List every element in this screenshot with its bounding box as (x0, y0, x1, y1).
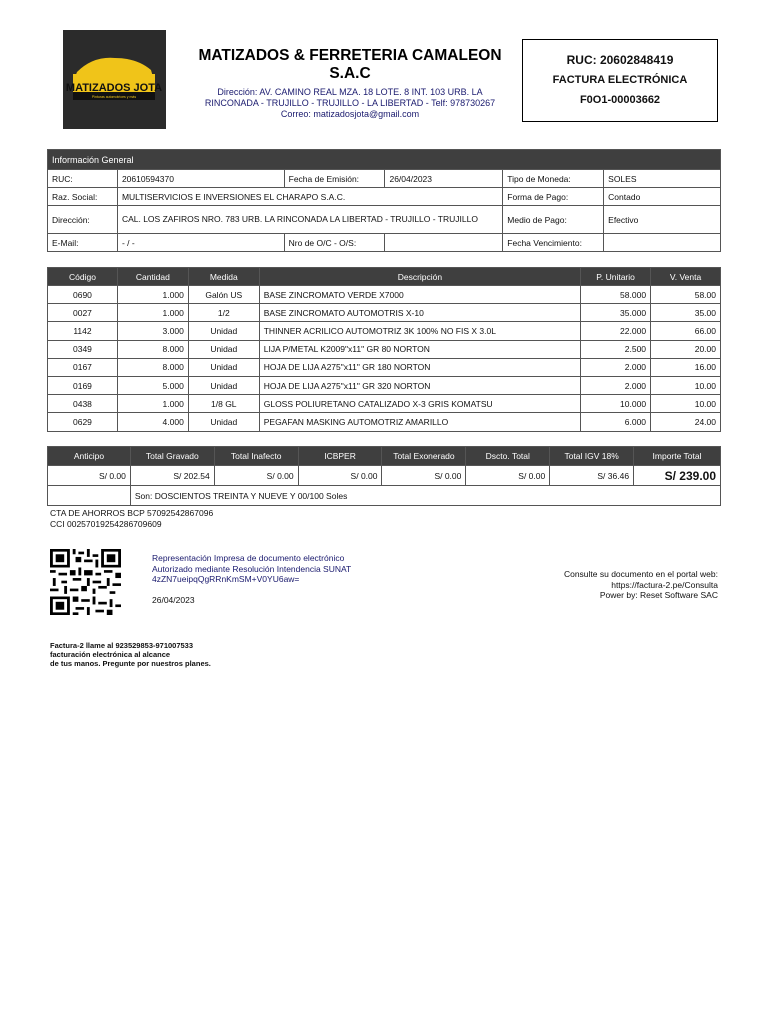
grand-total-header: Importe Total (634, 447, 721, 466)
item-sale-value: 24.00 (651, 413, 721, 431)
item-description: BASE ZINCROMATO AUTOMOTRIS X-10 (259, 304, 580, 322)
advance-value: S/ 0.00 (48, 466, 131, 486)
item-unit: Unidad (188, 340, 259, 358)
representation-date: 26/04/2023 (152, 594, 195, 605)
invoice-id-box (522, 39, 718, 122)
item-sale-value: 58.00 (651, 286, 721, 304)
table-row (48, 376, 721, 394)
amount-words-spacer (48, 486, 131, 506)
purchase-order-label: Nro de O/C - O/S: (284, 234, 385, 252)
company-header (190, 47, 510, 120)
col-header-quantity: Cantidad (117, 268, 188, 286)
item-sale-value: 35.00 (651, 304, 721, 322)
item-code: 0438 (48, 395, 118, 413)
taxed-total-value: S/ 202.54 (130, 466, 214, 486)
totals-table (47, 446, 721, 506)
item-sale-value: 20.00 (651, 340, 721, 358)
payment-method-label: Medio de Pago: (503, 206, 604, 234)
client-email: - / - (117, 234, 284, 252)
item-code: 1142 (48, 322, 118, 340)
item-sale-value: 10.00 (651, 376, 721, 394)
item-quantity: 3.000 (117, 322, 188, 340)
item-unit: Unidad (188, 358, 259, 376)
document-type: FACTURA ELECTRÓNICA (552, 74, 688, 86)
taxed-total-header: Total Gravado (130, 447, 214, 466)
due-date (604, 234, 721, 252)
item-quantity: 8.000 (117, 358, 188, 376)
item-description: HOJA DE LIJA A275"x11" GR 320 NORTON (259, 376, 580, 394)
col-header-unit: Medida (188, 268, 259, 286)
portal-url[interactable]: https://factura-2.pe/Consulta (611, 579, 718, 590)
general-info-table (47, 149, 721, 252)
item-sale-value: 16.00 (651, 358, 721, 376)
item-sale-value: 10.00 (651, 395, 721, 413)
igv-total-header: Total IGV 18% (550, 447, 634, 466)
company-name: MATIZADOS & FERRETERIA CAMALEON (198, 47, 502, 64)
col-header-code: Código (48, 268, 118, 286)
advert-line-1: Factura-2 llame al 923529853-971007533 (50, 641, 194, 650)
company-address: Dirección: AV. CAMINO REAL MZA. 18 LOTE. 8 INT. 103 URB. LA RINCONADA - TRUJILLO - TRUJILLO - LA LIBERTAD - Telf: 978730267 (204, 87, 496, 108)
item-unit-price: 2.000 (581, 358, 651, 376)
icbper-header: ICBPER (298, 447, 382, 466)
item-quantity: 1.000 (117, 304, 188, 322)
icbper-value: S/ 0.00 (298, 466, 382, 486)
client-ruc: 20610594370 (117, 170, 284, 188)
item-unit-price: 35.000 (581, 304, 651, 322)
amount-in-words: Son: DOSCIENTOS TREINTA Y NUEVE Y 00/100 Soles (130, 486, 720, 506)
item-code: 0027 (48, 304, 118, 322)
item-description: GLOSS POLIURETANO CATALIZADO X-3 GRIS KOMATSU (259, 395, 580, 413)
provider-advert (50, 641, 211, 668)
business-name-label: Raz. Social: (48, 188, 118, 206)
business-name: MULTISERVICIOS E INVERSIONES EL CHARAPO S.A.C. (117, 188, 502, 206)
authorization-line: Autorizado mediante Resolución Intendencia SUNAT (152, 563, 352, 574)
item-unit: Unidad (188, 322, 259, 340)
item-unit-price: 22.000 (581, 322, 651, 340)
powered-by: Power by: Reset Software SAC (599, 590, 718, 600)
ruc-label: RUC: (48, 170, 118, 188)
item-unit: 1/8 GL (188, 395, 259, 413)
table-row (48, 340, 721, 358)
item-quantity: 1.000 (117, 286, 188, 304)
issue-date: 26/04/2023 (385, 170, 503, 188)
grand-total-value: S/ 239.00 (634, 466, 721, 486)
qr-code (50, 549, 121, 615)
item-unit-price: 10.000 (581, 395, 651, 413)
item-unit-price: 2.000 (581, 376, 651, 394)
item-unit-price: 6.000 (581, 413, 651, 431)
col-header-sale-value: V. Venta (651, 268, 721, 286)
company-logo (63, 30, 166, 129)
company-name-suffix: S.A.C (329, 65, 371, 82)
address-label: Dirección: (48, 206, 118, 234)
table-row (48, 395, 721, 413)
table-row (48, 358, 721, 376)
item-quantity: 4.000 (117, 413, 188, 431)
currency: SOLES (604, 170, 721, 188)
unaffected-total-header: Total Inafecto (214, 447, 298, 466)
table-row (48, 286, 721, 304)
items-table (47, 267, 721, 432)
discount-total-header: Dscto. Total (466, 447, 550, 466)
exempt-total-header: Total Exonerado (382, 447, 466, 466)
savings-account: CTA DE AHORROS BCP 57092542867096 (50, 508, 214, 518)
logo-tagline-text: Pinturas automotrices y más (91, 95, 137, 99)
portal-info (564, 569, 718, 601)
sunat-representation (152, 553, 351, 605)
item-unit-price: 58.000 (581, 286, 651, 304)
qr-code-icon (50, 549, 121, 615)
advert-line-3: de tus manos. Pregunte por nuestros planes. (50, 659, 211, 668)
payment-form: Contado (604, 188, 721, 206)
advance-header: Anticipo (48, 447, 131, 466)
item-quantity: 5.000 (117, 376, 188, 394)
payment-method: Efectivo (604, 206, 721, 234)
invoice-number: F0O1-00003662 (579, 94, 661, 106)
general-info-title: Información General (48, 150, 721, 170)
item-description: LIJA P/METAL K2009"x11" GR 80 NORTON (259, 340, 580, 358)
item-code: 0169 (48, 376, 118, 394)
col-header-unit-price: P. Unitario (581, 268, 651, 286)
table-row (48, 322, 721, 340)
item-unit: Unidad (188, 413, 259, 431)
igv-total-value: S/ 36.46 (550, 466, 634, 486)
portal-caption: Consulte su documento en el portal web: (563, 569, 718, 579)
item-description: BASE ZINCROMATO VERDE X7000 (259, 286, 580, 304)
item-quantity: 8.000 (117, 340, 188, 358)
email-label: E-Mail: (48, 234, 118, 252)
item-unit-price: 2.500 (581, 340, 651, 358)
unaffected-total-value: S/ 0.00 (214, 466, 298, 486)
currency-label: Tipo de Moneda: (503, 170, 604, 188)
item-sale-value: 66.00 (651, 322, 721, 340)
item-description: PEGAFAN MASKING AUTOMOTRIZ AMARILLO (259, 413, 580, 431)
item-code: 0629 (48, 413, 118, 431)
issuer-ruc: RUC: 20602848419 (566, 53, 674, 67)
client-address: CAL. LOS ZAFIROS NRO. 783 URB. LA RINCONADA LA LIBERTAD - TRUJILLO - TRUJILLO (117, 206, 502, 234)
document-hash: 4zZN7ueipqQgRRnKmSM+V0YU6aw= (152, 574, 300, 584)
advert-line-2: facturación electrónica al alcance (50, 650, 171, 659)
item-quantity: 1.000 (117, 395, 188, 413)
table-row (48, 304, 721, 322)
col-header-description: Descripción (259, 268, 580, 286)
table-row (48, 413, 721, 431)
issue-date-label: Fecha de Emisión: (284, 170, 385, 188)
bank-accounts (50, 508, 213, 530)
item-unit: 1/2 (188, 304, 259, 322)
item-code: 0167 (48, 358, 118, 376)
payment-form-label: Forma de Pago: (503, 188, 604, 206)
item-code: 0349 (48, 340, 118, 358)
cci-account: CCI 00257019254286709609 (50, 519, 162, 529)
logo-brand-text: MATIZADOS JOTA (65, 82, 163, 94)
representation-line: Representación Impresa de documento electrónico (152, 553, 345, 563)
item-description: HOJA DE LIJA A275"x11" GR 180 NORTON (259, 358, 580, 376)
exempt-total-value: S/ 0.00 (382, 466, 466, 486)
purchase-order (385, 234, 503, 252)
due-date-label: Fecha Vencimiento: (503, 234, 604, 252)
item-description: THINNER ACRILICO AUTOMOTRIZ 3K 100% NO FIS X 3.0L (259, 322, 580, 340)
item-code: 0690 (48, 286, 118, 304)
logo-graphic (63, 30, 166, 129)
item-unit: Galón US (188, 286, 259, 304)
discount-total-value: S/ 0.00 (466, 466, 550, 486)
company-email: Correo: matizadosjota@gmail.com (280, 109, 420, 119)
item-unit: Unidad (188, 376, 259, 394)
